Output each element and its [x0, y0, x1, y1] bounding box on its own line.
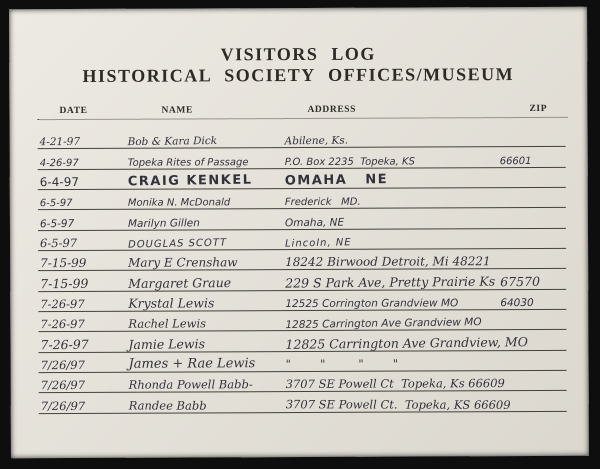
- log-entry-address: Abilene, Ks.: [284, 134, 349, 148]
- log-entry-name: Randee Babb: [128, 398, 207, 413]
- log-row: [11, 391, 589, 414]
- log-entry-date: 7/26/97: [40, 378, 86, 393]
- log-entry-name: Rhonda Powell Babb-: [128, 377, 253, 393]
- log-entry-name: Bob & Kara Dick: [127, 135, 218, 149]
- log-entry-name: Jamie Lewis: [128, 335, 206, 352]
- log-entry-address: 229 S Park Ave, Pretty Prairie Ks: [285, 273, 496, 291]
- log-entry-name: Krystal Lewis: [128, 295, 215, 311]
- log-entry-address: 12825 Carrington Ave Grandview, MO: [285, 333, 528, 352]
- log-entry-date: 6-5-97: [39, 198, 73, 210]
- log-entry-address: 3707 SE Powell Ct. Topeka, KS 66609: [285, 397, 511, 412]
- log-entry-address: Lincoln, NE: [284, 237, 352, 250]
- log-entry-date: 7/26/97: [40, 398, 86, 413]
- column-header-address: ADDRESS: [307, 104, 357, 115]
- log-entry-name: Monika N. McDonald: [127, 197, 231, 210]
- page-subtitle: HISTORICAL SOCIETY OFFICES/MUSEUM: [82, 64, 515, 86]
- log-row: [10, 249, 588, 272]
- visitors-log-sheet: [9, 7, 589, 459]
- log-entry-date: 7-26-97: [40, 317, 85, 332]
- log-row: [10, 310, 588, 333]
- log-entry-address: 3707 SE Powell Ct Topeka, Ks 66609: [285, 376, 505, 392]
- log-row: [10, 188, 588, 211]
- log-entry-address: 18242 Birwood Detroit, Mi 48221: [285, 254, 491, 270]
- log-entry-date: 6-5-97: [39, 217, 75, 230]
- log-entry-name: Margaret Graue: [128, 274, 232, 291]
- log-entry-name: Topeka Rites of Passage: [127, 156, 249, 169]
- title-block: [9, 43, 587, 88]
- log-entry-address: Omaha, NE: [284, 216, 345, 229]
- log-entry-address: " " " ": [285, 356, 399, 372]
- log-entry-zip: 66601: [499, 155, 532, 167]
- log-entry-name: Marilyn Gillen: [127, 216, 200, 230]
- page-title: VISITORS LOG: [220, 43, 376, 65]
- log-entry-address: 12825 Carrington Ave Grandview MO: [285, 316, 482, 332]
- log-entry-date: 4-21-97: [39, 136, 81, 149]
- log-entry-date: 7-15-99: [40, 256, 87, 271]
- log-entry-name: James + Rae Lewis: [128, 356, 256, 372]
- log-entry-name: DOUGLAS SCOTT: [127, 237, 228, 251]
- row-underline: [39, 411, 567, 414]
- log-entry-address: P.O. Box 2235 Topeka, KS: [284, 156, 415, 168]
- column-header-name: NAME: [161, 105, 193, 116]
- log-row: [10, 127, 588, 150]
- log-entry-date: 6-4-97: [39, 174, 80, 190]
- log-entry-zip: 64030: [500, 297, 534, 310]
- log-row: [11, 351, 589, 374]
- log-entry-name: Rachel Lewis: [128, 316, 207, 332]
- log-row: [10, 289, 588, 312]
- log-entry-name: Mary E Crenshaw: [128, 255, 238, 271]
- log-entry-address: OMAHA NE: [284, 172, 389, 189]
- log-row: [10, 228, 588, 251]
- log-row: [10, 330, 588, 353]
- log-entry-date: 7-15-99: [40, 275, 89, 292]
- log-row: [10, 208, 588, 231]
- log-entry-address: 12525 Corrington Grandview MO: [285, 297, 459, 311]
- log-entry-name: CRAIG KENKEL: [127, 172, 253, 190]
- log-rows: [10, 127, 589, 414]
- column-header-date: DATE: [59, 105, 88, 117]
- log-entry-zip: 67570: [500, 273, 541, 289]
- log-entry-date: 7-26-97: [40, 336, 89, 353]
- log-entry-address: Frederick MD.: [284, 197, 361, 209]
- log-entry-date: 7-26-97: [40, 297, 85, 312]
- log-row: [10, 167, 588, 190]
- log-entry-date: 7/26/97: [40, 358, 85, 373]
- log-row: [11, 371, 589, 394]
- log-row: [10, 147, 588, 170]
- log-entry-date: 4-26-97: [39, 157, 79, 169]
- log-row: [10, 269, 588, 292]
- column-header-zip: ZIP: [529, 103, 548, 114]
- log-entry-date: 6-5-97: [40, 236, 78, 251]
